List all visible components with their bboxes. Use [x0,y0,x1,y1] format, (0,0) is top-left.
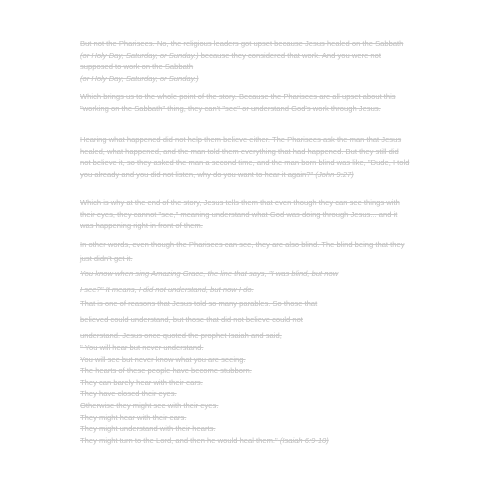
paragraph-amazing-grace [80,266,410,298]
quote-line: " You will hear but never understand. [80,343,204,352]
paragraph-line: believed could understand, but those that did not believe could not [80,315,303,324]
paragraph-line: understand. Jesus once quoted the prophet Isaiah and said, [80,331,282,340]
paragraph-parables [80,296,410,344]
paragraph-text: Hearing what happened did not help them believe either. The Pharisees ask the man that Jesus healed, what happened, and the man told them everything that had happened. But they still did not believe it, so they asked the man a second time, and the man born blind was like, "Dude, I told you already and you did not listen, why do you want to hear it again?" [80,135,410,179]
paragraph-text: Which is why at the end of the story, Jesus tells them that even though they can see things with their eyes, they cannot "see," meaning understand what God was doing through Jesus... and it was happening right in front of them. [80,198,400,230]
quote-line: Otherwise they might see with their eyes. [80,400,219,410]
paragraph-point-of-story [80,91,410,114]
quote-line: They might hear with their ears. [80,412,187,422]
paragraph-line: You know when sing Amazing Grace, the line that says, "I was blind, but now [80,269,339,278]
quote-line: The hearts of these people have become stubborn. [80,366,252,376]
quote-line-text: They might turn to the Lord, and then he would heal them." [80,435,278,445]
paragraph-pharisees-upset [80,38,410,84]
paragraph-line: I see?" It means, I did not understand, but now I do. [80,285,254,294]
paragraph-text: But not the Pharisees. No, the religious leaders got upset because Jesus healed on the Sabbath [80,39,404,48]
paragraph-text: because they considered that work. And you were not supposed to work on the Sabbath [80,50,381,71]
paragraph-hearing-what-happened [80,134,410,180]
quote-line: They have closed their eyes. [80,389,177,399]
paragraph-text: Which brings us to the whole point of the story. Because the Pharisees are all upset about this "working on the Sabbath" thing, they can't "see" or understand God's work through Jesus. [80,92,396,113]
quote-line: You will see but never know what you are seeing. [80,354,246,364]
holy-day-note: (or Holy Day, Saturday, or Sunday.) [80,50,199,60]
scripture-reference: (John 9:27) [313,169,354,179]
quote-line: They might understand with their hearts. [80,424,216,434]
paragraph-line: That is one of reasons that Jesus told so many parables. So those that [80,299,318,308]
paragraph-text: In other words, even though the Pharisees can see, they are also blind. The blind being that they just didn't get it. [80,240,405,263]
quote-line: They can barely hear with their ears. [80,377,203,387]
paragraph-in-other-words [80,238,410,266]
paragraph-end-of-story [80,197,410,232]
holy-day-note: (or Holy Day, Saturday, or Sunday.) [80,73,199,83]
quote-line-last [80,435,410,447]
scripture-reference: (Isaiah 6:9-10) [277,435,329,445]
isaiah-quote [80,342,410,446]
